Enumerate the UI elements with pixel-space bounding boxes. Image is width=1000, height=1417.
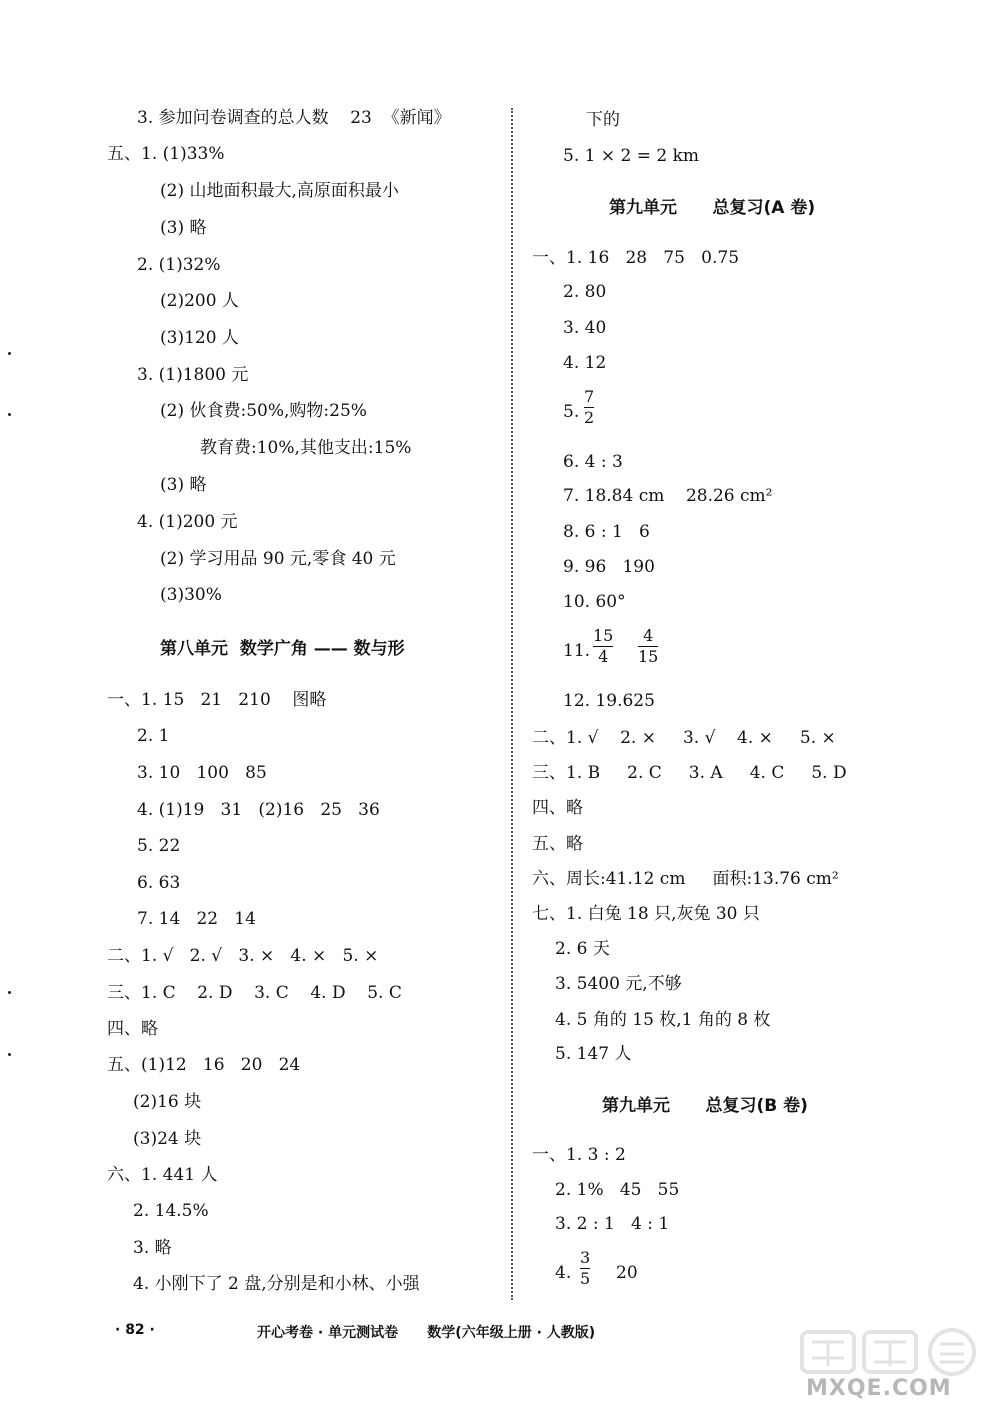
answer-line: (3)120 人 — [160, 328, 239, 348]
answer-line: 2. 14.5% — [133, 1201, 209, 1221]
fraction-numerator: 4 — [643, 626, 654, 645]
answer-line: 4. 小刚下了 2 盘,分别是和小林、小强 — [133, 1274, 420, 1294]
answer-line: 2. (1)32% — [137, 255, 221, 275]
section-heading: 第九单元 总复习(B 卷) — [602, 1096, 808, 1116]
answer-line: 4. (1)19 31 (2)16 25 36 — [137, 800, 380, 820]
answer-line: 五、(1)12 16 20 24 — [107, 1055, 301, 1075]
answer-label: 4. — [555, 1263, 572, 1283]
answer-line: 3. 10 100 85 — [137, 763, 267, 783]
answer-line: (3) 略 — [160, 218, 207, 238]
answer-line: 二、1. √ 2. √ 3. × 4. × 5. × — [107, 946, 379, 966]
page-number: · 82 · — [115, 1322, 155, 1338]
answer-line: 3. (1)1800 元 — [137, 365, 249, 385]
fraction-denominator: 5 — [580, 1269, 591, 1288]
answer-line: 8. 6 : 1 6 — [563, 522, 650, 542]
answer-line: 2. 80 — [563, 282, 607, 302]
fraction-denominator: 15 — [638, 647, 659, 666]
answer-line: 4. 5 角的 15 枚,1 角的 8 枚 — [555, 1010, 771, 1030]
answer-line: 五、略 — [532, 834, 583, 854]
answer-line: 六、周长:41.12 cm 面积:13.76 cm² — [532, 869, 839, 889]
answer-line: 6. 4 : 3 — [563, 452, 623, 472]
section-heading: 第八单元 数学广角 —— 数与形 — [160, 639, 405, 659]
answer-line: (3)24 块 — [133, 1129, 202, 1149]
answer-line: 3. 5400 元,不够 — [555, 974, 682, 994]
margin-dot — [8, 1053, 11, 1056]
answer-line: 20 — [616, 1263, 638, 1283]
answer-line: 一、1. 16 28 75 0.75 — [532, 248, 740, 268]
fraction — [580, 1249, 590, 1288]
answer-line: 7. 18.84 cm 28.26 cm² — [563, 486, 773, 506]
answer-line: 二、1. √ 2. × 3. √ 4. × 5. × — [532, 728, 836, 748]
answer-line: 2. 6 天 — [555, 939, 610, 959]
answer-line: 12. 19.625 — [563, 691, 655, 711]
answer-line: 五、1. (1)33% — [107, 144, 225, 164]
fraction — [638, 627, 658, 666]
answer-line: 10. 60° — [563, 592, 626, 612]
fraction — [593, 627, 613, 666]
answer-line: 2. 1 — [137, 726, 170, 746]
answer-line: 四、略 — [532, 798, 583, 818]
answer-line: 9. 96 190 — [563, 557, 655, 577]
answer-line: 教育费:10%,其他支出:15% — [200, 438, 412, 458]
answer-line: (2)200 人 — [160, 291, 239, 311]
answer-line: 七、1. 白兔 18 只,灰兔 30 只 — [532, 904, 760, 924]
fraction-numerator: 15 — [593, 626, 614, 645]
answer-label: 5. — [563, 402, 580, 422]
watermark-site: MXQE.COM — [806, 1376, 952, 1401]
answer-line: 3. 40 — [563, 318, 607, 338]
answer-line: 3. 参加问卷调查的总人数 23 《新闻》 — [137, 108, 451, 128]
answer-line: 三、1. B 2. C 3. A 4. C 5. D — [532, 763, 847, 783]
answer-line: (2) 伙食费:50%,购物:25% — [160, 401, 367, 421]
answer-line: (2) 山地面积最大,高原面积最小 — [160, 181, 399, 201]
fraction-numerator: 3 — [580, 1248, 591, 1267]
answer-line: 六、1. 441 人 — [107, 1165, 218, 1185]
answer-line: 3. 2 : 1 4 : 1 — [555, 1214, 670, 1234]
answer-line: 一、1. 15 21 210 图略 — [107, 690, 327, 710]
answer-line: 3. 略 — [133, 1238, 172, 1258]
answer-line: 四、略 — [107, 1019, 158, 1039]
answer-line: 下的 — [586, 110, 620, 130]
column-divider — [511, 108, 513, 1300]
answer-line: 三、1. C 2. D 3. C 4. D 5. C — [107, 983, 402, 1003]
margin-dot — [8, 413, 11, 416]
margin-dot — [8, 352, 11, 355]
section-heading: 第九单元 总复习(A 卷) — [609, 198, 816, 218]
answer-line: 7. 14 22 14 — [137, 909, 256, 929]
answer-line: 5. 1 × 2 = 2 km — [563, 146, 699, 166]
answer-line: 6. 63 — [137, 873, 181, 893]
answer-line: (2)16 块 — [133, 1092, 202, 1112]
answer-line: 4. 12 — [563, 353, 607, 373]
answer-line: 4. (1)200 元 — [137, 512, 238, 532]
answer-line: (2) 学习用品 90 元,零食 40 元 — [160, 549, 396, 569]
answer-line: 5. 147 人 — [555, 1044, 632, 1064]
book-title: 开心考卷 · 单元测试卷 数学(六年级上册 · 人教版) — [257, 1325, 596, 1341]
fraction — [584, 388, 594, 427]
answer-line: (3)30% — [160, 585, 222, 605]
answer-line: 一、1. 3 : 2 — [532, 1145, 626, 1165]
answer-line: 5. 22 — [137, 836, 181, 856]
answer-line: 2. 1% 45 55 — [555, 1180, 680, 1200]
fraction-denominator: 2 — [584, 408, 595, 427]
fraction-numerator: 7 — [584, 387, 595, 406]
margin-dot — [8, 991, 11, 994]
answer-label: 11. — [563, 641, 591, 661]
fraction-denominator: 4 — [598, 647, 609, 666]
answer-line: (3) 略 — [160, 475, 207, 495]
